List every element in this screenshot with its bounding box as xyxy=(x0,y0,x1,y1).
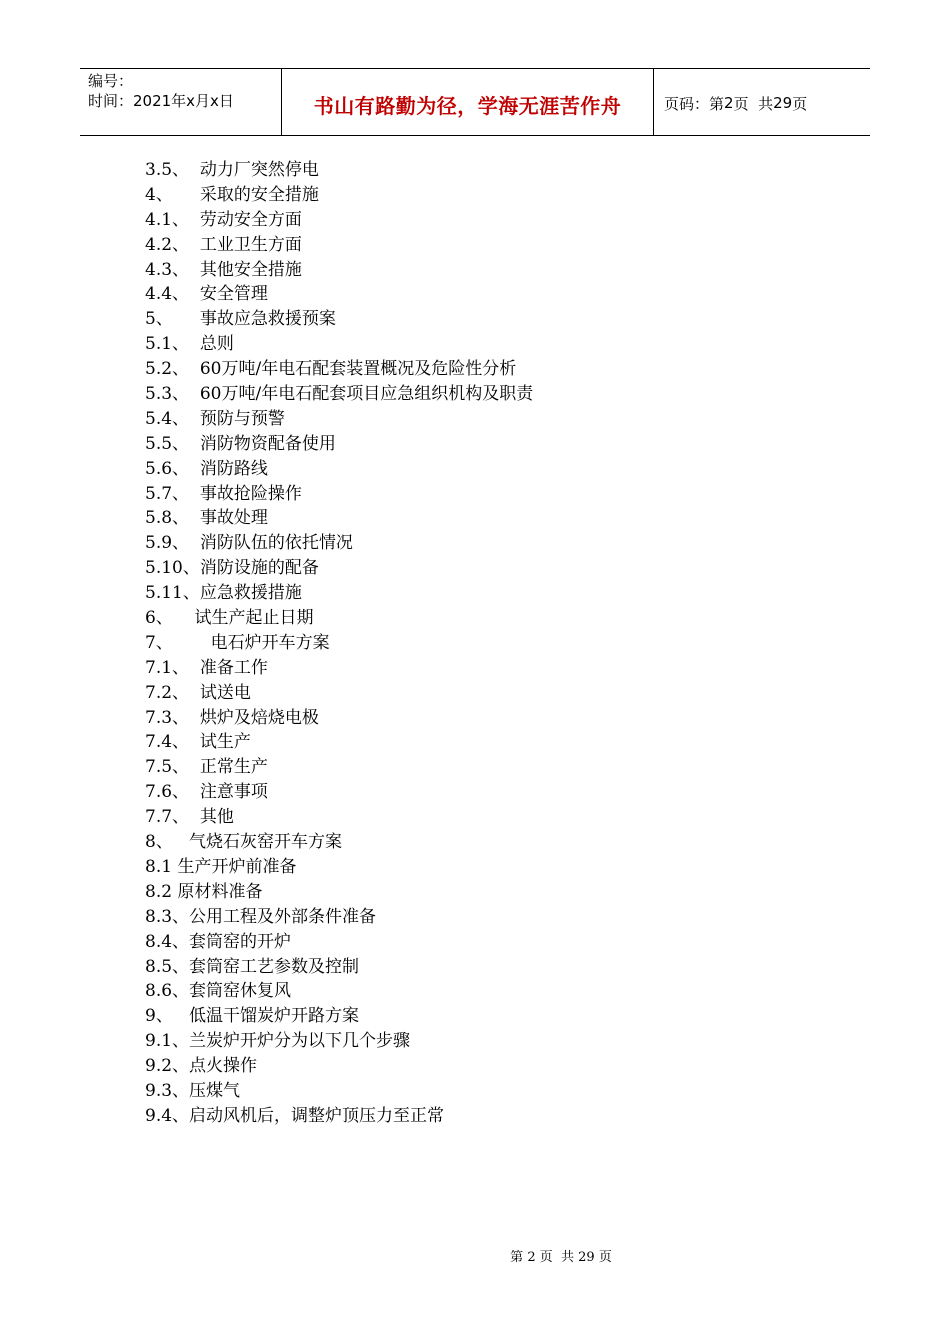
toc-item-title: 安全管理 xyxy=(199,284,268,305)
toc-item-number: 7.7、 xyxy=(145,807,190,828)
toc-item-number: 4.3、 xyxy=(145,259,190,280)
toc-item-title: 消防物资配备使用 xyxy=(199,433,336,454)
toc-item-spacer xyxy=(173,307,200,332)
header-page-cell xyxy=(654,70,870,136)
toc-item-number: 7.3、 xyxy=(145,707,190,728)
toc-item xyxy=(145,1079,845,1104)
toc-item-title: 60万吨/年电石配套装置概况及危险性分析 xyxy=(199,359,517,380)
toc-item-number: 5.7、 xyxy=(145,483,190,504)
toc-item-number: 9、 xyxy=(145,1006,173,1027)
toc-item-title: 采取的安全措施 xyxy=(199,184,319,205)
toc-item-number: 9.4、 xyxy=(145,1105,190,1126)
toc-item-spacer xyxy=(189,357,200,382)
footer-total: 29 xyxy=(578,1250,595,1265)
toc-item-spacer xyxy=(189,755,200,780)
toc-item xyxy=(145,830,845,855)
toc-item xyxy=(145,1004,845,1029)
header-page-mid: 页 共 xyxy=(733,94,774,113)
header-page-current: 2 xyxy=(724,94,734,112)
toc-item-title: 消防路线 xyxy=(199,458,268,479)
toc-item-number: 5、 xyxy=(145,309,173,330)
toc-item-title: 兰炭炉开炉分为以下几个步骤 xyxy=(189,1031,411,1052)
toc-item-spacer xyxy=(189,208,200,233)
toc-item xyxy=(145,930,845,955)
toc-item-title: 动力厂突然停电 xyxy=(199,160,319,180)
toc-item-number: 7.1、 xyxy=(145,657,190,678)
toc-item-number: 7、 xyxy=(145,632,173,653)
toc-item xyxy=(145,208,845,233)
toc-item-title: 其他 xyxy=(199,807,234,828)
toc-item xyxy=(145,1029,845,1054)
toc-item-title: 低温干馏炭炉开路方案 xyxy=(189,1006,360,1027)
toc-item xyxy=(145,531,845,556)
toc-item-number: 8.4、 xyxy=(145,931,190,952)
toc-item-number: 6、 xyxy=(145,608,173,629)
toc-item xyxy=(145,805,845,830)
toc-item xyxy=(145,1054,845,1079)
toc-item-title: 烘炉及焙烧电极 xyxy=(199,707,319,728)
toc-item-spacer xyxy=(189,407,200,432)
toc-item-spacer xyxy=(189,482,200,507)
page-footer xyxy=(0,1246,950,1265)
toc-item xyxy=(145,706,845,731)
toc-item-title: 正常生产 xyxy=(199,757,268,778)
header-number-label: 编号： xyxy=(88,72,134,90)
header-meta-cell xyxy=(80,69,282,135)
toc-item-title: 点火操作 xyxy=(189,1056,258,1077)
toc-item-title: 压煤气 xyxy=(189,1080,241,1101)
toc-item-title: 试送电 xyxy=(199,682,251,703)
toc-item-number: 5.5、 xyxy=(145,433,190,454)
toc-item xyxy=(145,631,845,656)
toc-item-number: 5.11、 xyxy=(145,583,200,604)
toc-item xyxy=(145,581,845,606)
toc-item xyxy=(145,1104,845,1129)
toc-item-number: 3.5、 xyxy=(145,160,190,180)
toc-item xyxy=(145,780,845,805)
table-of-contents xyxy=(145,158,845,1129)
toc-item xyxy=(145,755,845,780)
toc-item-spacer xyxy=(189,233,200,258)
toc-item-title: 套筒窑工艺参数及控制 xyxy=(189,956,360,977)
toc-item-number: 4.1、 xyxy=(145,209,190,230)
toc-item xyxy=(145,233,845,258)
toc-item-number: 9.3、 xyxy=(145,1080,190,1101)
toc-item xyxy=(145,357,845,382)
header-page-total: 29 xyxy=(773,94,793,112)
toc-item-title: 应急救援措施 xyxy=(199,583,302,604)
footer-suffix: 页 xyxy=(598,1250,612,1265)
toc-item-spacer xyxy=(189,432,200,457)
toc-item xyxy=(145,307,845,332)
toc-item-title: 套筒窑的开炉 xyxy=(189,931,292,952)
toc-item-number: 9.2、 xyxy=(145,1056,190,1077)
toc-item-number: 7.5、 xyxy=(145,757,190,778)
toc-item-number: 9.1、 xyxy=(145,1031,190,1052)
toc-item-title: 工业卫生方面 xyxy=(199,234,302,255)
toc-item-spacer xyxy=(189,457,200,482)
toc-item-number: 5.10、 xyxy=(145,558,200,579)
toc-item-title: 电石炉开车方案 xyxy=(210,632,330,653)
toc-item-spacer xyxy=(189,506,200,531)
toc-item-number: 5.8、 xyxy=(145,508,190,529)
toc-item-number: 8.5、 xyxy=(145,956,190,977)
header-time-label: 时间：2021年x月x日 xyxy=(88,92,234,110)
toc-item xyxy=(145,382,845,407)
header-motto: 书山有路勤为径，学海无涯苦作舟 xyxy=(313,93,622,118)
toc-item-spacer xyxy=(189,282,200,307)
toc-item-title: 60万吨/年电石配套项目应急组织机构及职责 xyxy=(199,384,534,405)
toc-item-number: 8.1 xyxy=(145,856,173,877)
footer-mid: 页 共 xyxy=(539,1250,574,1265)
toc-item-title: 原材料准备 xyxy=(177,881,263,902)
toc-item xyxy=(145,183,845,208)
toc-item-number: 4、 xyxy=(145,184,173,205)
toc-item-number: 4.2、 xyxy=(145,234,190,255)
toc-item-title: 准备工作 xyxy=(199,657,268,678)
toc-item-spacer xyxy=(189,382,200,407)
toc-item xyxy=(145,955,845,980)
toc-item xyxy=(145,258,845,283)
header-page-prefix: 页码：第 xyxy=(664,94,725,113)
toc-item-number: 8、 xyxy=(145,832,173,853)
toc-item-number: 8.3、 xyxy=(145,906,190,927)
toc-item xyxy=(145,905,845,930)
toc-item-spacer xyxy=(173,631,211,656)
toc-item-spacer xyxy=(189,332,200,357)
toc-item xyxy=(145,606,845,631)
toc-item-title: 试生产 xyxy=(199,732,251,753)
toc-item-spacer xyxy=(189,681,200,706)
toc-item-title: 预防与预警 xyxy=(199,408,285,429)
toc-item xyxy=(145,482,845,507)
toc-item-title: 注意事项 xyxy=(199,782,268,803)
toc-item xyxy=(145,979,845,1004)
toc-item-spacer xyxy=(189,805,200,830)
toc-item-title: 消防设施的配备 xyxy=(199,558,319,579)
footer-prefix: 第 xyxy=(510,1250,524,1265)
toc-item xyxy=(145,855,845,880)
toc-item-spacer xyxy=(173,830,189,855)
toc-item-number: 8.6、 xyxy=(145,981,190,1002)
toc-item-number: 7.6、 xyxy=(145,782,190,803)
toc-item-number: 8.2 xyxy=(145,881,173,902)
header-motto-cell xyxy=(282,69,654,135)
toc-item-title: 事故应急救援预案 xyxy=(199,309,336,330)
toc-item xyxy=(145,656,845,681)
toc-item-title: 套筒窑休复风 xyxy=(189,981,292,1002)
toc-item-spacer xyxy=(189,531,200,556)
toc-item-title: 公用工程及外部条件准备 xyxy=(189,906,377,927)
toc-item-number: 5.1、 xyxy=(145,334,190,355)
toc-item xyxy=(145,282,845,307)
page-header xyxy=(80,68,870,136)
toc-item-number: 5.3、 xyxy=(145,384,190,405)
toc-item-title: 劳动安全方面 xyxy=(199,209,302,230)
toc-item xyxy=(145,681,845,706)
toc-item-spacer xyxy=(189,730,200,755)
toc-item-title: 总则 xyxy=(199,334,234,355)
toc-item xyxy=(145,158,845,183)
footer-current: 2 xyxy=(527,1250,536,1265)
toc-item-title: 气烧石灰窑开车方案 xyxy=(189,832,343,853)
toc-item xyxy=(145,556,845,581)
toc-item-spacer xyxy=(173,606,195,631)
toc-item xyxy=(145,457,845,482)
toc-item-title: 试生产起止日期 xyxy=(194,608,314,629)
toc-item-spacer xyxy=(189,258,200,283)
toc-item-title: 其他安全措施 xyxy=(199,259,302,280)
toc-item-number: 5.4、 xyxy=(145,408,190,429)
toc-item-spacer xyxy=(173,183,200,208)
toc-item-number: 5.9、 xyxy=(145,533,190,554)
toc-item-title: 消防队伍的依托情况 xyxy=(199,533,353,554)
toc-item xyxy=(145,432,845,457)
toc-item-spacer xyxy=(189,706,200,731)
toc-item-title: 事故处理 xyxy=(199,508,268,529)
toc-item-spacer xyxy=(189,656,200,681)
toc-item-title: 事故抢险操作 xyxy=(199,483,302,504)
toc-item xyxy=(145,506,845,531)
toc-item-spacer xyxy=(173,1004,189,1029)
header-page-suffix: 页 xyxy=(792,94,808,113)
toc-item-spacer xyxy=(189,158,200,183)
toc-item-number: 5.6、 xyxy=(145,458,190,479)
toc-item-number: 7.4、 xyxy=(145,732,190,753)
toc-item-number: 5.2、 xyxy=(145,359,190,380)
toc-item-number: 4.4、 xyxy=(145,284,190,305)
toc-item xyxy=(145,407,845,432)
toc-item xyxy=(145,730,845,755)
toc-item-title: 启动风机后，调整炉顶压力至正常 xyxy=(189,1105,445,1126)
toc-item xyxy=(145,880,845,905)
toc-item xyxy=(145,332,845,357)
toc-item-title: 生产开炉前准备 xyxy=(177,856,297,877)
toc-item-spacer xyxy=(189,780,200,805)
toc-item-number: 7.2、 xyxy=(145,682,190,703)
